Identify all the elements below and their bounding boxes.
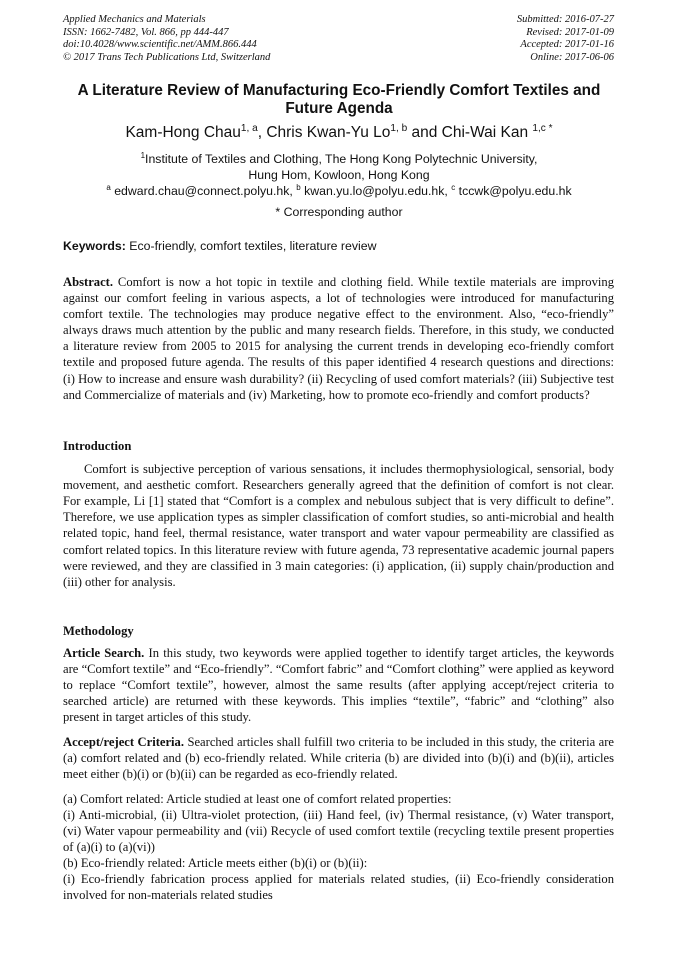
article-search-label: Article Search.: [63, 646, 145, 661]
journal-name: Applied Mechanics and Materials: [63, 14, 206, 25]
authors: [40, 123, 638, 142]
email: kwan.yu.lo@polyu.edu.hk,: [300, 184, 452, 199]
emails: [40, 183, 638, 198]
criteria-item: (i) Anti-microbial, (ii) Ultra-violet protection, (iii) Hand feel, (iv) Thermal resistance, (v) Water transport, (vi) Water vapour permeability and (vii) Recycle of used comfort textile (recycling textile present properties of (a)(i) to (a)(vi)): [63, 807, 614, 855]
paper-title: A Literature Review of Manufacturing Eco-Friendly Comfort Textiles and Future Agenda: [77, 82, 601, 117]
keywords-label: Keywords:: [63, 239, 126, 253]
accepted-date: Accepted: 2017-01-16: [520, 39, 614, 51]
introduction-text: Comfort is subjective perception of various sensations, it includes thermophysiological, sensorial, body movement, and aesthetic comfort. Researchers generally agreed that the definition of comfort is not clear. For example, Li [1] stated that “Comfort is a complex and nebulous subject that is very difficult to define”. Therefore, we use application types as simpler classification of comfort studies, so anti-microbial and health related topic, hand feel, thermal resistance, water transport and water vapour permeability are classified as comfort related topics. In this literature review with future agenda, 73 representative academic journal papers were reviewed, and they are classified in 3 main categories: (i) application, (ii) supply chain/production and (iii) other for analysis.: [63, 462, 614, 589]
author-sup: 1,c *: [532, 123, 553, 134]
abstract-label: Abstract.: [63, 275, 114, 289]
criteria-item: (b) Eco-friendly related: Article meets either (b)(i) or (b)(ii):: [63, 856, 368, 871]
methodology-heading: Methodology: [63, 624, 134, 638]
revised-date: Revised: 2017-01-09: [526, 26, 614, 38]
email-sup: b: [296, 183, 301, 192]
author-name: Kam-Hong Chau: [125, 124, 241, 142]
corresponding-author: * Corresponding author: [275, 205, 403, 219]
keywords-text: Eco-friendly, comfort textiles, literature review: [125, 239, 377, 253]
keywords: [63, 239, 376, 253]
online-date: Online: 2017-06-06: [530, 51, 614, 63]
copyright: © 2017 Trans Tech Publications Ltd, Switzerland: [63, 51, 271, 63]
criteria-item: (a) Comfort related: Article studied at least one of comfort related properties:: [63, 791, 452, 806]
criteria-text: Searched articles shall fulfill two criteria to be included in this study, the criteria are (a) comfort related and (b) eco-friendly related. While criteria (b) are divided into (b)(i) and (b)(ii), articles meet either (b)(i) or (b)(ii) can be regarded as eco-friendly related.: [63, 734, 614, 781]
author-sup: 1, a: [240, 123, 258, 134]
criteria-label: Accept/reject Criteria.: [63, 734, 185, 749]
email: tccwk@polyu.edu.hk: [455, 184, 572, 199]
affiliation-line: Institute of Textiles and Clothing, The Hong Kong Polytechnic University,: [145, 152, 538, 167]
abstract-text: Comfort is now a hot topic in textile and clothing field. While textile materials are improving against our comfort feeling in various aspects, a lot of technologies were introduced for manufacturing comfort textile. The technologies may produce negative effect to the environment. Also, “eco-friendly” always draws much attention by the public and many research fields. Therefore, in this study, we conducted a literature review from 2005 to 2015 for analysing the current trends in developing eco-friendly comfort textile and proposed future agenda. The results of this paper identified 4 research questions and directions: (i) How to increase and ensure wash durability? (ii) Recycling of used comfort materials? (iii) Subjective test and Commercialize of materials and (iv) Marketing, how to promote eco-friendly and comfort products?: [63, 275, 614, 402]
issn: ISSN: 1662-7482, Vol. 866, pp 444-447: [63, 26, 229, 38]
introduction-heading: Introduction: [63, 439, 132, 453]
doi: doi:10.4028/www.scientific.net/AMM.866.444: [63, 39, 257, 51]
abstract: [63, 274, 614, 403]
methodology-section: [63, 623, 614, 904]
article-search-text: In this study, two keywords were applied together to identify target articles, the keywords are “Comfort textile” and “Eco-friendly”. “Comfort fabric” and “Comfort clothing” were applied as keyword to replace “Comfort textile”, however, almost the same results (after applying accept/reject criteria to searched article) are returned with these keywords. This implies “textile”, “fabric” and “clothing” also present in target articles of this study.: [63, 646, 615, 725]
author-name: and Chi-Wai Kan: [407, 124, 533, 142]
author-name: , Chris Kwan-Yu Lo: [257, 124, 391, 142]
email-sup: a: [106, 183, 111, 192]
submitted-date: Submitted: 2016-07-27: [516, 14, 614, 25]
affiliation: [40, 148, 638, 183]
journal-info: [63, 14, 270, 64]
affiliation-line: Hung Hom, Kowloon, Hong Kong: [248, 168, 430, 183]
email: edward.chau@connect.polyu.hk,: [110, 184, 297, 199]
introduction-section: [63, 438, 614, 590]
author-sup: 1, b: [390, 123, 408, 134]
criteria-item: (i) Eco-friendly fabrication process applied for materials related studies, (ii) Eco-friendly consideration involved for non-materials related studies: [63, 872, 614, 903]
email-sup: c: [451, 183, 456, 192]
dates-info: [517, 14, 614, 64]
affiliation-sup: 1: [140, 151, 146, 160]
